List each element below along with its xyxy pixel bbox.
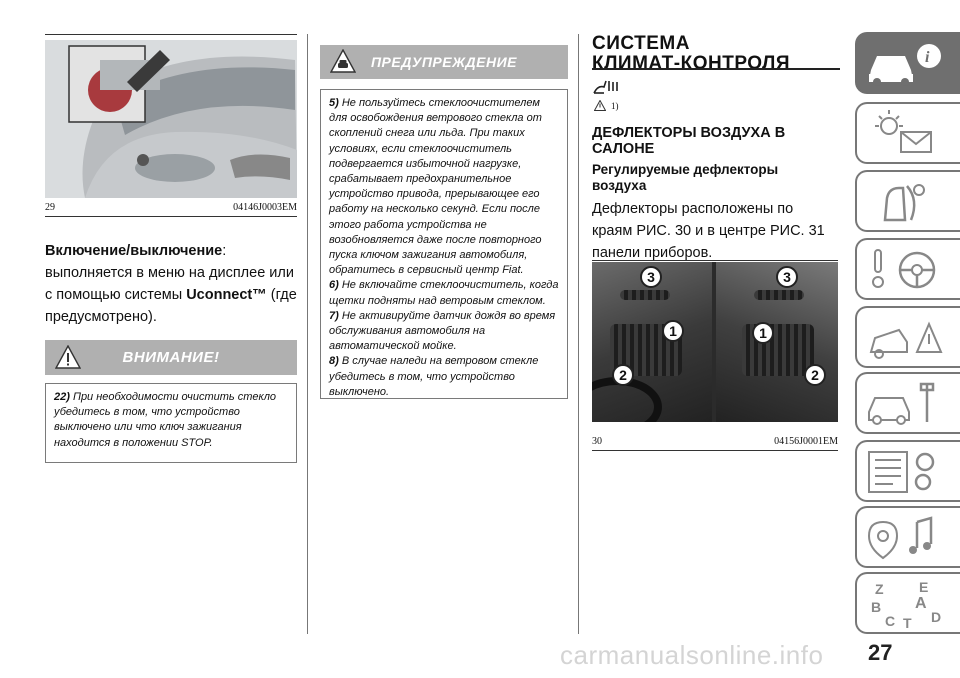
section-title-line2: КЛИМАТ-КОНТРОЛЯ	[592, 53, 791, 74]
svg-text:i: i	[925, 49, 930, 66]
caption-rule-left	[45, 216, 297, 217]
caution-header	[320, 45, 568, 79]
tab-multimedia[interactable]	[855, 506, 960, 568]
figure-30-caption	[592, 436, 838, 447]
tab-safety[interactable]	[855, 170, 960, 232]
index-letter: A	[915, 595, 927, 612]
seatbelt-icon	[857, 172, 957, 230]
subheading	[592, 162, 842, 194]
car-wrench-icon	[857, 374, 957, 432]
figure-30-code: 04156J0001EM	[774, 436, 838, 447]
figure-30-label-2-left: 2	[612, 364, 634, 386]
figure-30-rule-top	[592, 260, 838, 261]
tab-lights-messages[interactable]	[855, 102, 960, 164]
caution-item	[329, 354, 559, 400]
index-letter: Z	[875, 581, 884, 597]
onoff-bold: Включение/выключение	[45, 243, 223, 259]
subheading-line1: Регулируемые дефлекторы	[592, 162, 779, 177]
note-reference: 1)	[611, 101, 619, 111]
attention-title: ВНИМАНИЕ!	[122, 349, 220, 366]
left-top-vent	[620, 290, 670, 300]
caution-item-text: Не активируйте датчик дождя во время обслуживания автомобиля на автоматической мойке.	[329, 309, 556, 353]
car-warning-icon	[330, 49, 356, 76]
index-letter: E	[919, 579, 929, 595]
caution-body	[320, 89, 568, 399]
caption-rule-right	[592, 450, 838, 451]
attention-note-text: При необходимости очистить стекло убедитесь в том, что устройство выключено или что ключ зажигания находится в положении STOP.	[54, 391, 277, 449]
right-top-vent	[754, 290, 804, 300]
attention-body	[45, 383, 297, 463]
subsection-title-line1: ДЕФЛЕКТОРЫ ВОЗДУХА В	[592, 125, 786, 141]
subsection-title-line2: САЛОНЕ	[592, 141, 655, 157]
attention-header	[45, 340, 297, 375]
tab-maintenance[interactable]	[855, 372, 960, 434]
onoff-brand: Uconnect™	[186, 287, 267, 303]
onoff-tail: (где предусмотрено).	[45, 287, 297, 325]
tab-driving[interactable]	[855, 238, 960, 300]
figure-30-number: 30	[592, 436, 602, 447]
watermark: carmanualsonline.info	[560, 640, 824, 670]
alphabet-index-icon	[857, 574, 957, 632]
section-title-line1: СИСТЕМА	[592, 33, 690, 54]
section-title-rule	[592, 68, 840, 70]
caution-item-number: 8)	[329, 355, 339, 368]
column-divider-2	[578, 34, 579, 634]
caution-item	[329, 96, 559, 278]
onoff-text: выполняется в меню на дисплее или с помощью системы	[45, 265, 294, 303]
onoff-colon: :	[222, 243, 227, 259]
top-rule-left	[45, 34, 297, 35]
car-emergency-icon	[857, 308, 957, 366]
caution-item-number: 5)	[329, 97, 339, 109]
figure-30-label-2-right: 2	[804, 364, 826, 386]
lights-message-icon	[857, 104, 957, 162]
tab-dashboard-info[interactable]	[855, 32, 960, 94]
deflector-paragraph: Дефлекторы расположены по краям РИС. 30 и в центре РИС. 31 панели приборов.	[592, 201, 825, 261]
multimedia-icon	[857, 508, 957, 566]
index-letter: D	[931, 609, 942, 625]
caution-item-number: 7)	[329, 309, 339, 322]
attention-note-number: 22)	[54, 391, 70, 403]
figure-29-number: 29	[45, 202, 55, 213]
figure-29-code: 04146J0003EM	[233, 202, 297, 213]
figure-29-car-photo	[45, 40, 297, 198]
index-letter: B	[871, 599, 882, 615]
tab-index[interactable]	[855, 572, 960, 634]
caution-item	[329, 278, 559, 308]
car-illustration	[45, 40, 297, 198]
subheading-line2: воздуха	[592, 178, 647, 193]
onoff-paragraph	[45, 240, 300, 328]
car-info-icon	[857, 34, 957, 92]
figure-30-photo	[592, 262, 838, 422]
figure-30-label-3-right: 3	[776, 266, 798, 288]
steering-wheel-icon	[857, 240, 957, 298]
index-letter: C	[885, 613, 896, 629]
caution-item-number: 6)	[329, 279, 339, 292]
caution-item	[329, 309, 559, 355]
figure-30-label-1-right: 1	[752, 322, 774, 344]
list-gear-icon	[857, 442, 957, 500]
note-warning-icon	[594, 98, 606, 116]
figure-30-label-1-left: 1	[662, 320, 684, 342]
caution-title: ПРЕДУПРЕЖДЕНИЕ	[370, 54, 518, 70]
index-letter: T	[903, 615, 912, 631]
caution-item-text: Не включайте стеклоочиститель, когда щетки подняты над ветровым стеклом.	[329, 279, 559, 307]
caution-item-text: Не пользуйтесь стеклоочистителем для освобождения ветрового стекла от скоплений снега или льда. При таких условиях, если стеклоочиститель подвергается избыточной нагрузке, срабатывает предохранительное устройство привода, прерывающее его работу на несколько секунд. Если после этого работа устройства не возобновляется даже после повторного пуска ключом зажигания автомобиля, обратитесь в сервисный центр Fiat.	[329, 97, 542, 277]
page-number: 27	[868, 640, 893, 665]
tab-specifications[interactable]	[855, 440, 960, 502]
tab-emergency[interactable]	[855, 306, 960, 368]
subsection-title	[592, 125, 842, 157]
warning-triangle-icon	[55, 345, 81, 373]
figure-30-label-3-left: 3	[640, 266, 662, 288]
caution-item-text: В случае наледи на ветровом стекле убедитесь в том, что устройство выключено.	[329, 355, 539, 398]
column-divider-1	[307, 34, 308, 634]
figure-29-caption	[45, 202, 297, 213]
